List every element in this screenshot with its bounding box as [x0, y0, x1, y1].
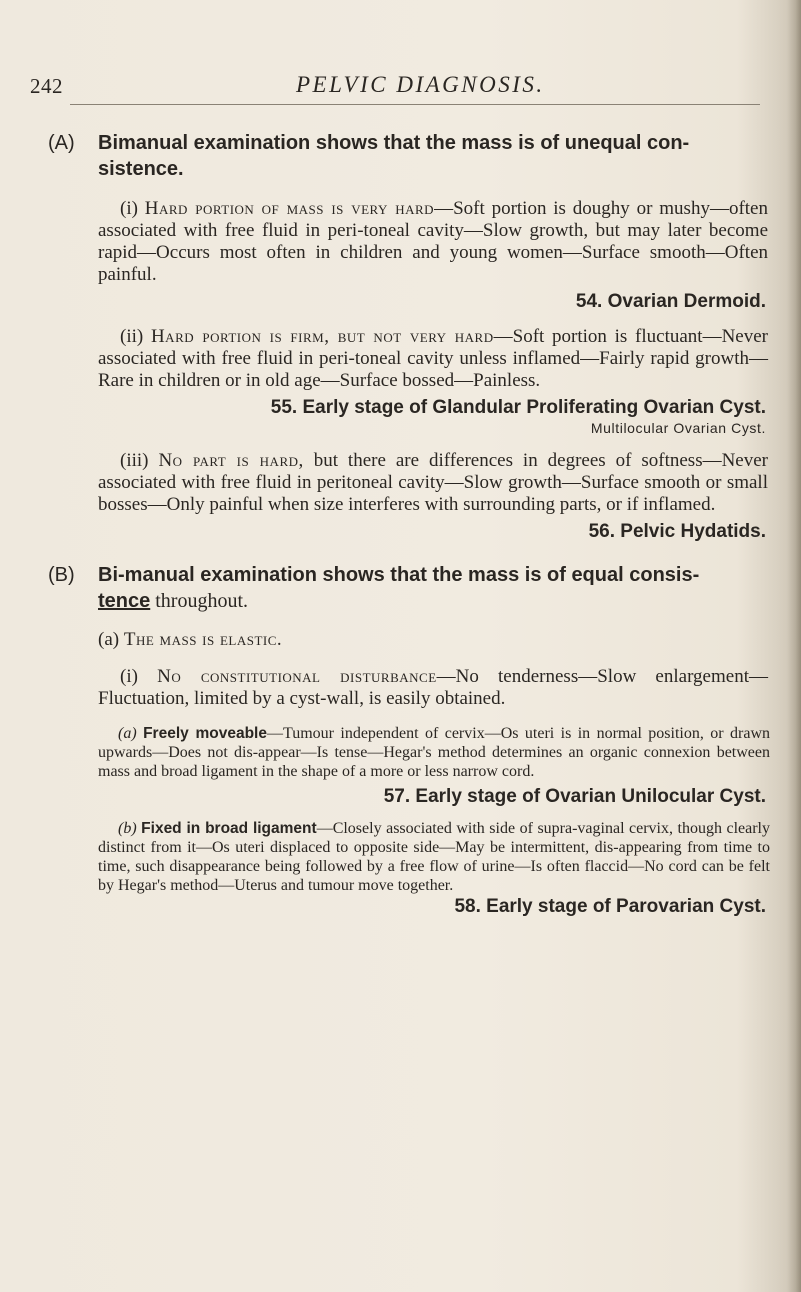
- item-lead: Hard portion of mass is very hard: [144, 198, 435, 219]
- item-label: (i): [120, 666, 158, 687]
- reference-55-subtitle: Multilocular Ovarian Cyst.: [590, 420, 766, 436]
- item-term: Fixed in broad ligament: [141, 820, 317, 837]
- section-b-item-b: [48, 819, 770, 895]
- section-b-heading-end: throughout.: [150, 590, 249, 612]
- section-b-item-i: [48, 666, 770, 710]
- reference-54: 54. Ovarian Dermoid.: [575, 291, 766, 312]
- item-label: (ii): [120, 326, 151, 347]
- section-a-marker: (A): [48, 132, 75, 154]
- section-a-item-iii: [48, 450, 770, 516]
- item-lead: No constitutional disturbance: [157, 666, 437, 687]
- item-label: (i): [120, 198, 145, 219]
- item-term: Freely moveable: [143, 725, 267, 742]
- page-content: [48, 130, 770, 919]
- reference-57: 57. Early stage of Ovarian Unilocular Cyst.: [383, 786, 766, 807]
- reference-56: 56. Pelvic Hydatids.: [588, 521, 766, 542]
- section-b-heading: [48, 562, 770, 614]
- section-a-heading-text: Bimanual examination shows that the mass is of unequal con-sistence.: [98, 132, 690, 180]
- subhead-lead: The mass is elastic.: [123, 629, 283, 650]
- section-b-subhead-a: [48, 628, 770, 652]
- item-text: —Closely associated with side of supra-vaginal cervix, though clearly distinct from it—Os uteri displaced to opposite side—May be intermittent, dis-appearing from time to time, such disappearance being followed by a free flow of urine—Is often flaccid—No cord can be felt by Hegar's method—Uterus and tumour move together.: [98, 820, 771, 894]
- item-label: (a): [118, 725, 144, 742]
- item-text: —Soft portion is fluctuant—Never associated with free fluid in peri-toneal cavity unless inflamed—Fairly rapid growth—Rare in children or in old age—Surface bossed—Painless.: [98, 326, 768, 391]
- section-a-item-i: [48, 198, 770, 286]
- section-a-heading: [48, 130, 770, 182]
- section-b-marker: (B): [48, 564, 75, 586]
- subhead-label: (a): [98, 629, 124, 650]
- item-text: —Soft portion is doughy or mushy—often associated with free fluid in peri-toneal cavity—Slow growth, but may later become rapid—Occurs most often in children and young women—Surface smooth—Often painful.: [98, 198, 768, 285]
- page-edge-shadow: [787, 0, 801, 1292]
- section-b-heading-start: Bi-manual examination shows that the mass is of equal consis-: [98, 564, 700, 586]
- item-label: (b): [118, 820, 142, 837]
- item-text: but there are differences in degrees of softness—Never associated with free fluid in peritoneal cavity—Slow growth—Surface smooth or small bosses—Only painful when size interferes with surrounding parts, or if inflamed.: [98, 450, 769, 515]
- section-b-item-a: [48, 724, 770, 781]
- item-text: —No tenderness—Slow enlargement—Fluctuation, limited by a cyst-wall, is easily obtained.: [98, 666, 768, 709]
- header-rule: [70, 104, 760, 105]
- running-title: PELVIC DIAGNOSIS.: [296, 72, 545, 97]
- reference-58: 58. Early stage of Parovarian Cyst.: [454, 896, 766, 917]
- item-label: (iii): [120, 450, 159, 471]
- item-lead: Hard portion is firm, but not very hard: [150, 326, 494, 347]
- item-text: —Tumour independent of cervix—Os uteri is in normal position, or drawn upwards—Does not dis-appear—Is tense—Hegar's method determines an organic connexion between mass and broad ligament in the shape of a more or less narrow cord.: [98, 725, 771, 780]
- page-number: 242: [30, 74, 63, 98]
- section-a-item-ii: [48, 326, 770, 392]
- page-header: [30, 72, 760, 106]
- reference-55: 55. Early stage of Glandular Proliferating Ovarian Cyst.: [270, 397, 766, 418]
- item-lead: No part is hard,: [158, 450, 304, 471]
- section-b-heading-tence: tence: [98, 590, 151, 612]
